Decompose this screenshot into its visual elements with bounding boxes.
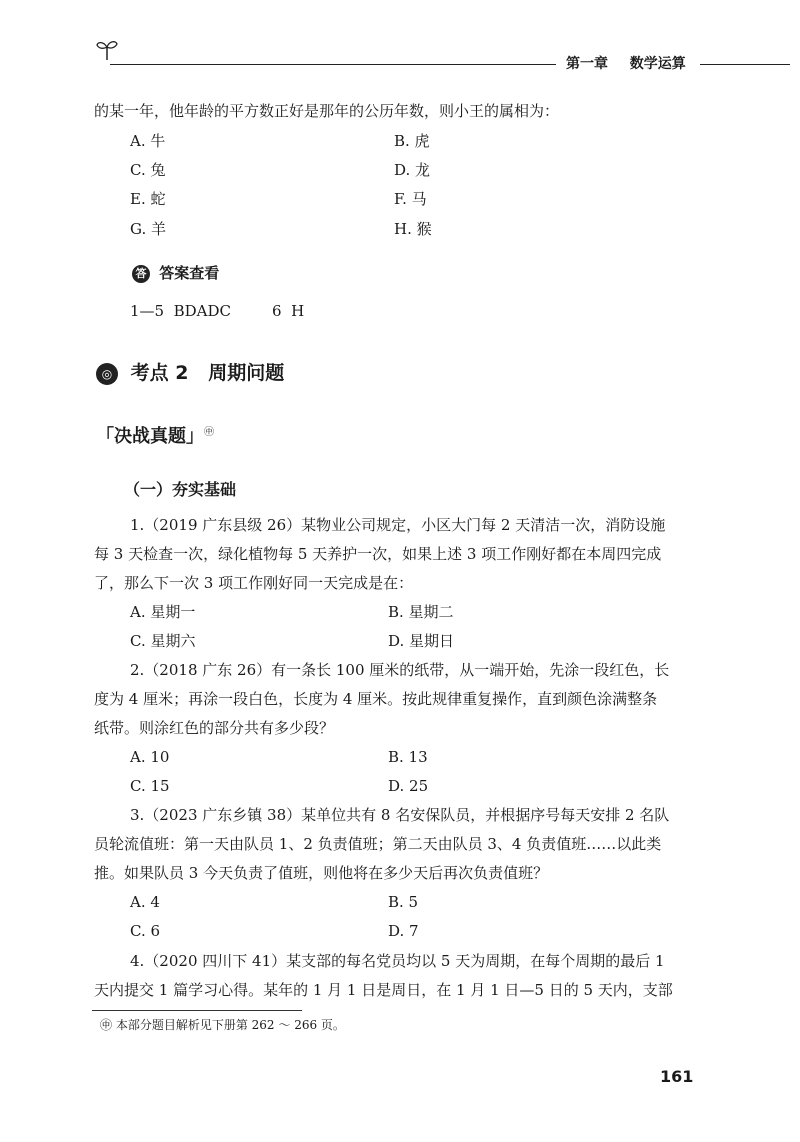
- q1-line-2: 每 3 天检查一次，绿化植物每 5 天养护一次，如果上述 3 项工作刚好都在本周四完成: [94, 545, 662, 563]
- q1-line-1: 1.（2019 广东县级 26）某物业公司规定，小区大门每 2 天清洁一次，消防设施: [130, 516, 666, 534]
- answers-1-5: 1—5 BDADC: [130, 302, 232, 320]
- q1-option-C: C. 星期六: [130, 632, 196, 650]
- q3-option-B: B. 5: [388, 893, 419, 911]
- page-number: 161: [660, 1067, 694, 1086]
- answer-6: 6 H: [272, 302, 305, 320]
- chapter-number: 第一章: [566, 56, 608, 72]
- footnote-mark: ㊥: [204, 427, 214, 438]
- q3-option-A: A. 4: [130, 893, 160, 911]
- header-chapter: [566, 52, 686, 76]
- q2-option-B: B. 13: [388, 748, 428, 766]
- option-H: H. 猴: [394, 220, 432, 238]
- q1-option-B: B. 星期二: [388, 603, 454, 621]
- option-C: C. 兔: [130, 161, 166, 179]
- q3-option-D: D. 7: [388, 922, 419, 940]
- sprout-icon: [94, 36, 120, 62]
- option-G: G. 羊: [130, 220, 166, 238]
- q2-line-3: 纸带。则涂红色的部分共有多少段？: [94, 719, 335, 737]
- q2-option-D: D. 25: [388, 777, 429, 795]
- q4-line-1: 4.（2020 四川下 41）某支部的每名党员均以 5 天为周期，在每个周期的最后 1: [130, 952, 665, 970]
- footnote-text: 本部分题目解析见下册第 262 ～ 266 页。: [115, 1018, 345, 1032]
- q2-option-A: A. 10: [130, 748, 170, 766]
- q2-line-1: 2.（2018 广东 26）有一条长 100 厘米的纸带，从一端开始，先涂一段红色，长: [130, 661, 670, 679]
- option-E: E. 蛇: [130, 190, 166, 208]
- subsection-heading: 「决战真题」㊥: [96, 426, 214, 447]
- q2-option-C: C. 15: [130, 777, 170, 795]
- footnote-rule: [92, 1010, 302, 1011]
- answer-section-title: 答案查看: [159, 264, 220, 282]
- answer-icon: 答: [132, 265, 150, 283]
- option-F: F. 马: [394, 190, 427, 208]
- q1-option-A: A. 星期一: [130, 603, 196, 621]
- subsection-title: 决战真题: [114, 426, 186, 447]
- header-rule-left: [110, 64, 556, 65]
- q3-line-1: 3.（2023 广东乡镇 38）某单位共有 8 名安保队员，并根据序号每天安排 2 名队: [130, 806, 670, 824]
- header-rule-right: [700, 64, 790, 65]
- q1-line-3: 了，那么下一次 3 项工作刚好同一天完成是在：: [94, 574, 414, 592]
- footnote: [100, 1014, 345, 1036]
- answer-section-heading: [132, 260, 219, 286]
- footnote-icon: ㊥: [100, 1018, 113, 1032]
- option-B: B. 虎: [394, 132, 430, 150]
- option-D: D. 龙: [394, 161, 431, 179]
- chapter-title: 数学运算: [629, 56, 686, 72]
- option-A: A. 牛: [130, 132, 166, 150]
- target-icon: ◎: [96, 363, 118, 385]
- continuation-text: 的某一年，他年龄的平方数正好是那年的公历年数，则小王的属相为：: [94, 102, 560, 120]
- q2-line-2: 度为 4 厘米；再涂一段白色，长度为 4 厘米。按此规律重复操作，直到颜色涂满整条: [94, 690, 658, 708]
- group-heading: （一）夯实基础: [124, 480, 237, 499]
- section-title: 考点 2 周期问题: [130, 362, 285, 384]
- q1-option-D: D. 星期日: [388, 632, 455, 650]
- q3-line-3: 推。如果队员 3 今天负责了值班，则他将在多少天后再次负责值班？: [94, 864, 549, 882]
- q3-line-2: 员轮流值班：第一天由队员 1、2 负责值班；第二天由队员 3、4 负责值班……以此类: [94, 835, 662, 853]
- q4-line-2: 天内提交 1 篇学习心得。某年的 1 月 1 日是周日，在 1 月 1 日—5 日的 5 天内，支部: [94, 981, 673, 999]
- section-heading: [96, 358, 284, 388]
- q3-option-C: C. 6: [130, 922, 161, 940]
